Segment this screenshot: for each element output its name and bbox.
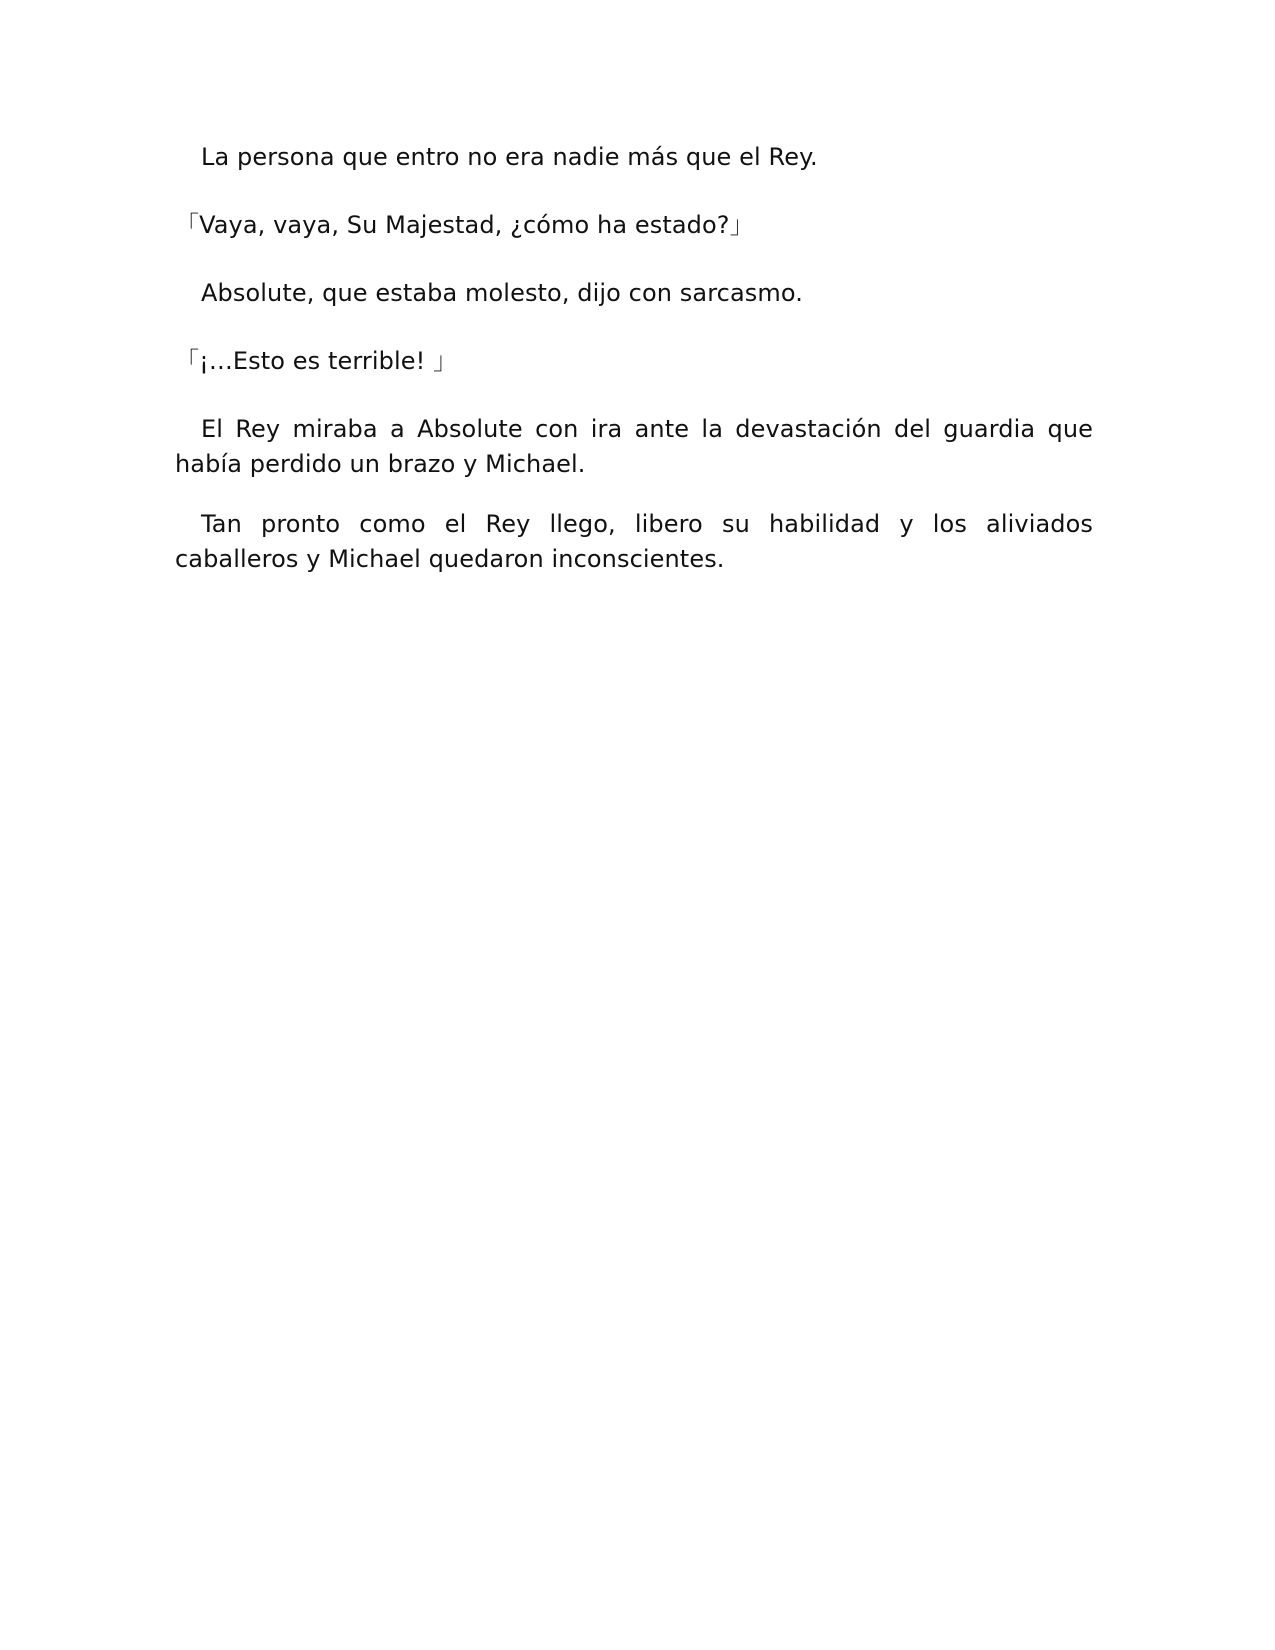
paragraph-narration-4: Tan pronto como el Rey llego, libero su habilidad y los aliviados caballeros y Michael quedaron inconscientes.: [175, 510, 1093, 573]
document-body: [175, 140, 1093, 610]
paragraph-narration-2: Absolute, que estaba molesto, dijo con sarcasmo.: [201, 279, 803, 307]
paragraph-narration-1: La persona que entro no era nadie más que el Rey.: [201, 143, 818, 171]
paragraph-dialogue-2: 「¡…Esto es terrible! 」: [175, 347, 458, 375]
paragraph-dialogue-1: 「Vaya, vaya, Su Majestad, ¿cómo ha estado?」: [175, 211, 754, 239]
paragraph-narration-3: El Rey miraba a Absolute con ira ante la devastación del guardia que había perdido un brazo y Michael.: [175, 415, 1093, 478]
